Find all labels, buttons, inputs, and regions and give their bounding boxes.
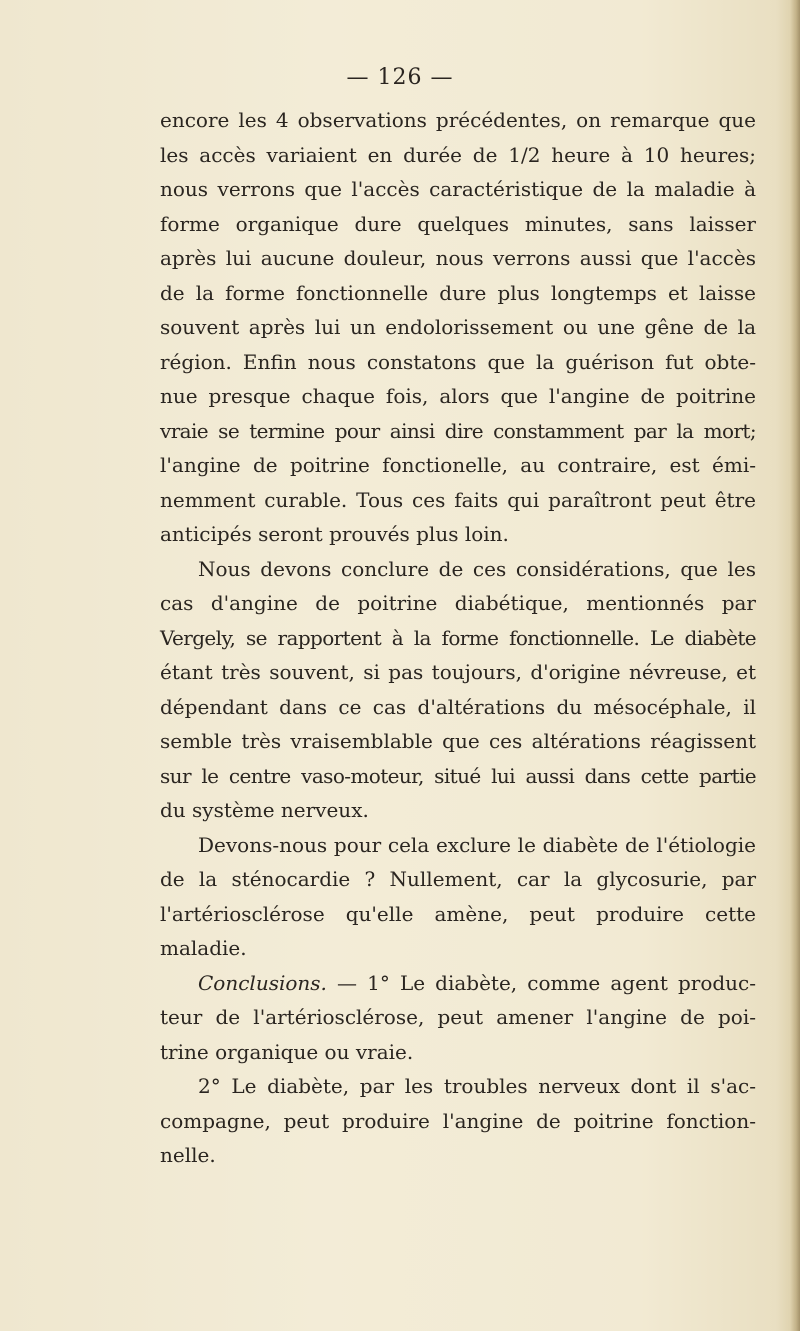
conclusions-line [160,966,756,1001]
text-line: sur le centre vaso-moteur, situé lui aussi dans cette partie [160,763,756,788]
text-line: semble très vraisemblable que ces altérations réagissent [160,729,756,753]
text-line: cas d'angine de poitrine diabétique, mentionnés par [160,591,756,615]
page-number: — 126 — [346,65,454,90]
text-line: de la sténocardie ? Nullement, car la glycosurie, par [160,867,756,891]
text-line: Devons-nous pour cela exclure le diabète de l'étiologie [198,832,756,857]
text-line: après lui aucune douleur, nous verrons aussi que l'accès [160,246,756,270]
text-line: nous verrons que l'accès caractéristique de la maladie à [160,177,756,201]
text-line: trine organique ou vraie. [160,1039,414,1064]
text-line: Vergely, se rapportent à la forme fonctionnelle. Le diabète [160,625,756,650]
text-line: région. Enfin nous constatons que la guérison fut obte- [160,349,756,374]
text-line: dépendant dans ce cas d'altérations du mésocéphale, il [160,694,756,719]
text-line: étant très souvent, si pas toujours, d'origine névreuse, et [160,660,756,684]
text-line: anticipés seront prouvés plus loin. [160,522,509,546]
text-line: — 1° Le diabète, comme agent produc- [337,970,757,995]
text-line: teur de l'artériosclérose, peut amener l'angine de poi- [160,1005,756,1029]
text-line: nue presque chaque fois, alors que l'angine de poitrine [160,384,756,408]
text-line: de la forme fonctionnelle dure plus longtemps et laisse [160,280,756,305]
text-line: 2° Le diabète, par les troubles nerveux dont il s'ac- [198,1074,756,1098]
text-line: maladie. [160,936,247,960]
text-line: l'angine de poitrine fonctionelle, au contraire, est émi- [160,453,756,477]
text-line: l'artériosclérose qu'elle amène, peut produire cette [160,901,756,926]
text-line: compagne, peut produire l'angine de poitrine fonction- [160,1108,756,1133]
text-line: Nous devons conclure de ces considérations, que les [198,556,756,581]
text-line: encore les 4 observations précédentes, on remarque que [160,108,756,132]
page-edge-shadow [790,0,800,1331]
body-text [160,103,756,1173]
conclusions-label: Conclusions. [198,970,327,995]
text-line: nemment curable. Tous ces faits qui paraîtront peut être [160,487,756,512]
text-line: souvent après lui un endolorissement ou une gêne de la [160,315,756,339]
text-line: forme organique dure quelques minutes, sans laisser [160,211,756,236]
text-line: les accès variaient en durée de 1/2 heure à 10 heures; [160,142,756,167]
text-line: du système nerveux. [160,798,369,822]
text-line: nelle. [160,1143,216,1167]
text-line: vraie se termine pour ainsi dire constamment par la mort; [160,418,756,443]
